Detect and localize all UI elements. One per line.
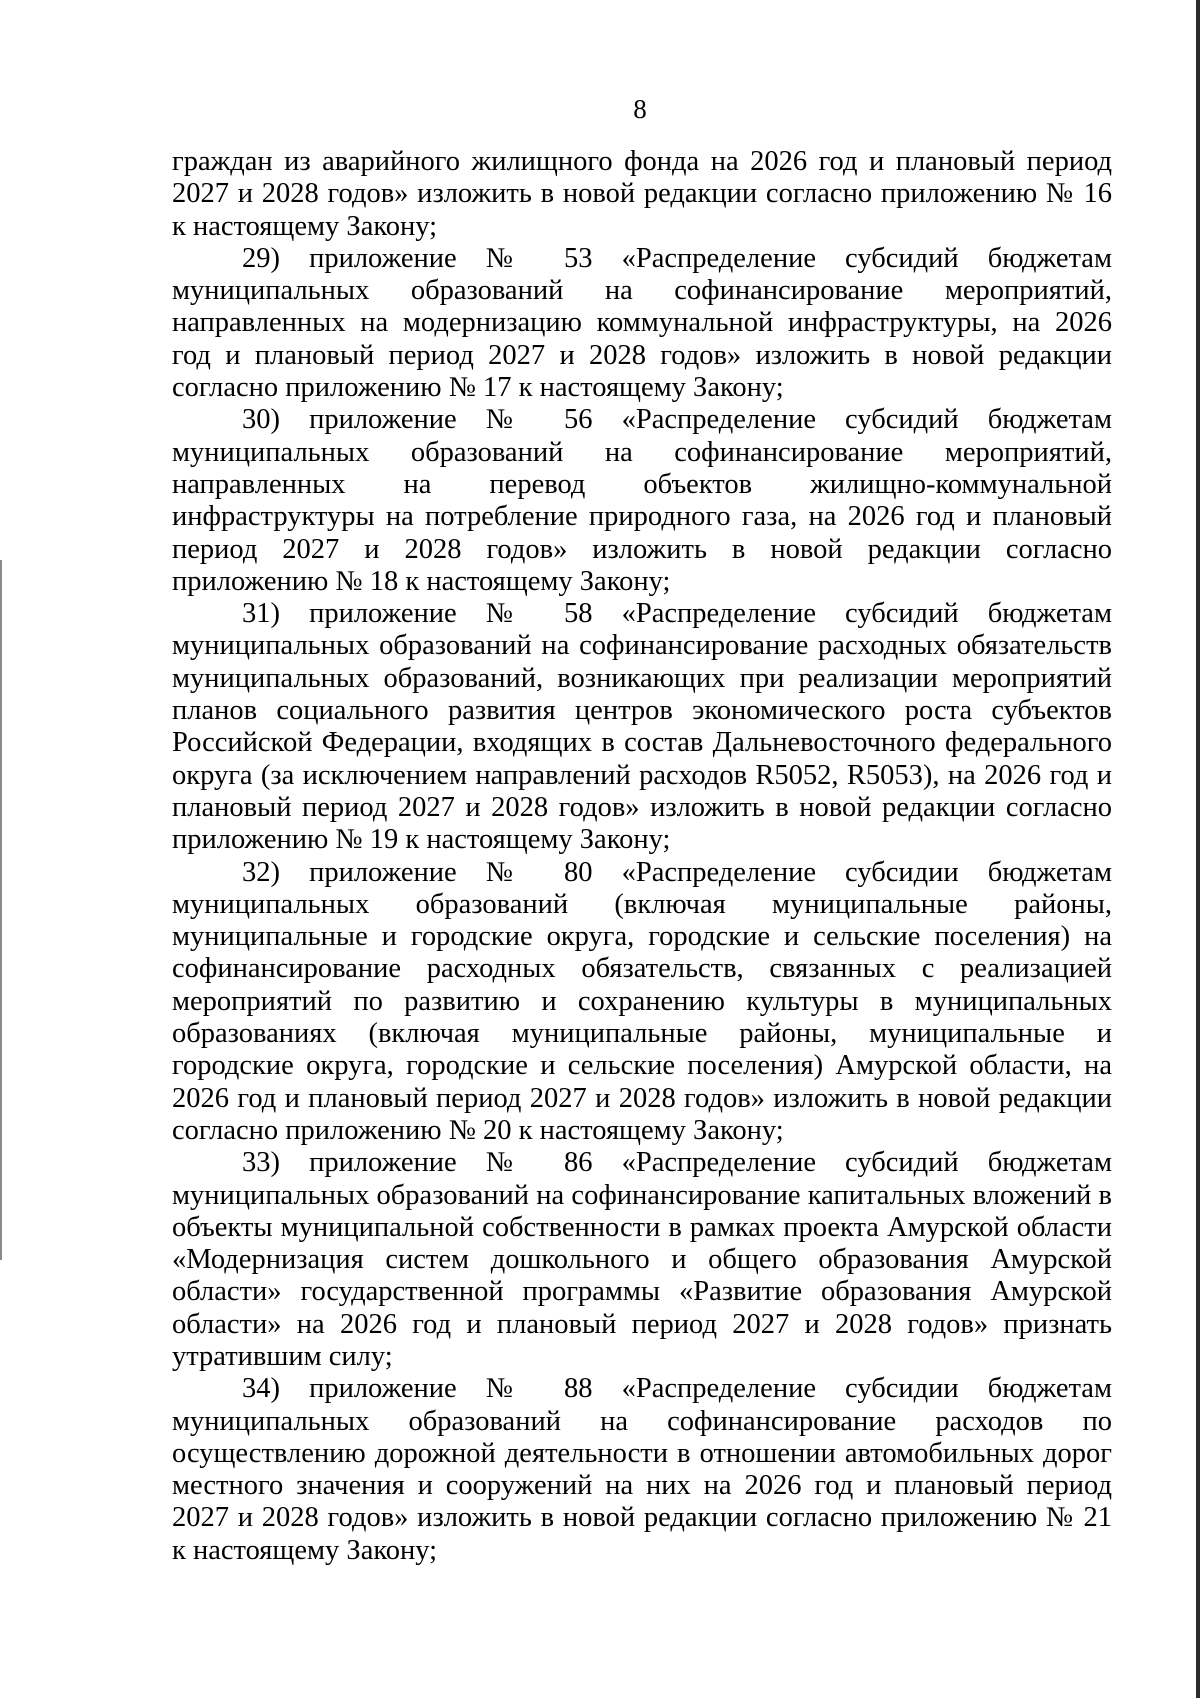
paragraph-continuation: граждан из аварийного жилищного фонда на 2026 год и плановый период 2027 и 2028 годов» изложить в новой редакции согласно приложению № 16 к настоящему Закону; — [172, 146, 1112, 242]
paragraph-item-31: 31) приложение № 58 «Распределение субсидий бюджетам муниципальных образований на софинансирование расходных обязательств муниципальных образований, возникающих при реализации мероприятий планов социального развития центров экономического роста субъектов Российской Федерации, входящих в состав Дальневосточного федерального округа (за исключением направлений расходов R5052, R5053), на 2026 год и плановый период 2027 и 2028 годов» изложить в новой редакции согласно приложению № 19 к настоящему Закону; — [172, 598, 1112, 856]
paragraph-item-34: 34) приложение № 88 «Распределение субсидии бюджетам муниципальных образований на софинансирование расходов по осуществлению дорожной деятельности в отношении автомобильных дорог местного значения и сооружений на них на 2026 год и плановый период 2027 и 2028 годов» изложить в новой редакции согласно приложению № 21 к настоящему Закону; — [172, 1373, 1112, 1566]
paragraph-item-29: 29) приложение № 53 «Распределение субсидий бюджетам муниципальных образований на софинансирование мероприятий, направленных на модернизацию коммунальной инфраструктуры, на 2026 год и плановый период 2027 и 2028 годов» изложить в новой редакции согласно приложению № 17 к настоящему Закону; — [172, 242, 1112, 404]
paragraph-item-33: 33) приложение № 86 «Распределение субсидий бюджетам муниципальных образований на софинансирование капитальных вложений в объекты муниципальной собственности в рамках проекта Амурской области «Модернизация систем дошкольного и общего образования Амурской области» государственной программы «Развитие образования Амурской области» на 2026 год и плановый период 2027 и 2028 годов» признать утратившим силу; — [172, 1147, 1112, 1372]
scan-edge-left — [0, 560, 2, 1260]
document-body — [172, 146, 1112, 1567]
paragraph-item-32: 32) приложение № 80 «Распределение субсидии бюджетам муниципальных образований (включая муниципальные районы, муниципальные и городские округа, городские и сельские поселения) на софинансирование расходных обязательств, связанных с реализацией мероприятий по развитию и сохранению культуры в муниципальных образованиях (включая муниципальные районы, муниципальные и городские округа, городские и сельские поселения) Амурской области, на 2026 год и плановый период 2027 и 2028 годов» изложить в новой редакции согласно приложению № 20 к настоящему Закону; — [172, 856, 1112, 1146]
paragraph-item-30: 30) приложение № 56 «Распределение субсидий бюджетам муниципальных образований на софинансирование мероприятий, направленных на перевод объектов жилищно-коммунальной инфраструктуры на потребление природного газа, на 2026 год и плановый период 2027 и 2028 годов» изложить в новой редакции согласно приложению № 18 к настоящему Закону; — [172, 404, 1112, 597]
page-number: 8 — [633, 94, 647, 124]
scan-edge-right — [1196, 0, 1200, 1698]
